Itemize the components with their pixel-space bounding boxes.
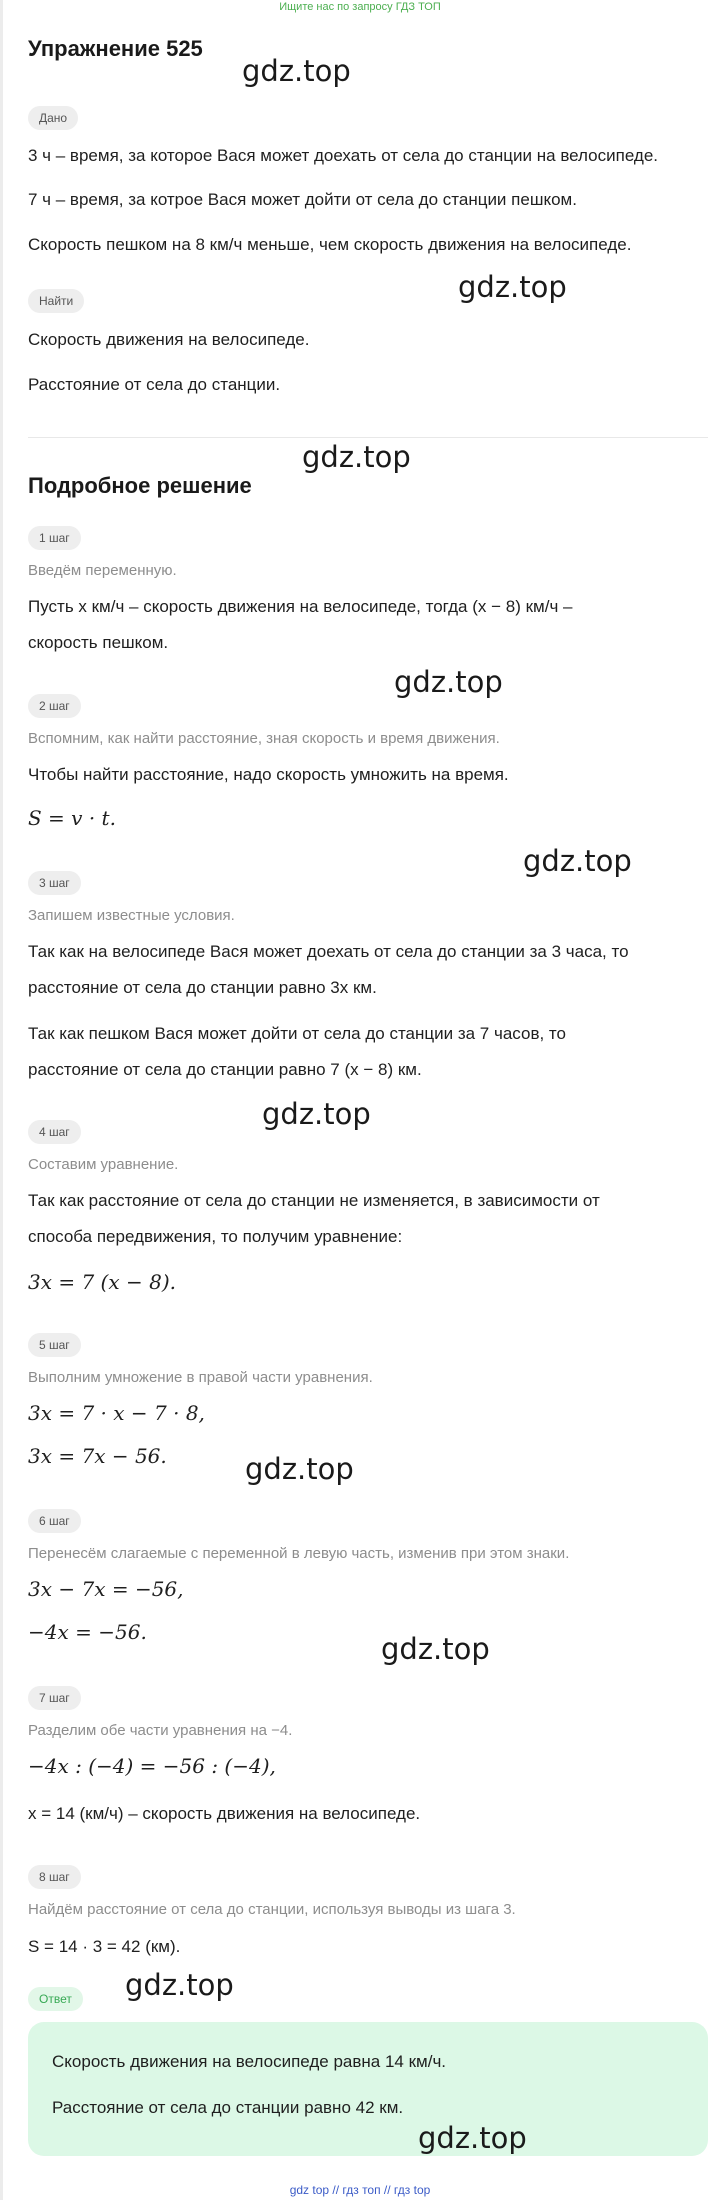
watermark: gdz.top bbox=[242, 54, 351, 88]
watermark: gdz.top bbox=[245, 1452, 354, 1486]
watermark: gdz.top bbox=[125, 1968, 234, 2002]
step-4-chip: 4 шаг bbox=[28, 1120, 81, 1144]
step-3-line-4: расстояние от села до станции равно 7 (x − 8) км. bbox=[28, 1060, 422, 1079]
step-2-line-1: Чтобы найти расстояние, надо скорость умножить на время. bbox=[28, 765, 509, 784]
watermark: gdz.top bbox=[262, 1097, 371, 1131]
step-5-formula-1: 3x = 7 · x − 7 · 8, bbox=[28, 1401, 205, 1425]
given-line-1: 3 ч – время, за которое Вася может доехать от села до станции на велосипеде. bbox=[28, 146, 658, 165]
step-3-chip: 3 шаг bbox=[28, 871, 81, 895]
step-5-hint: Выполним умножение в правой части уравнения. bbox=[28, 1369, 373, 1386]
answer-line-1: Скорость движения на велосипеде равна 14 км/ч. bbox=[52, 2052, 447, 2071]
given-chip: Дано bbox=[28, 106, 78, 130]
step-2-hint: Вспомним, как найти расстояние, зная скорость и время движения. bbox=[28, 730, 500, 747]
given-line-3: Скорость пешком на 8 км/ч меньше, чем скорость движения на велосипеде. bbox=[28, 235, 632, 254]
watermark: gdz.top bbox=[418, 2121, 527, 2155]
step-4-hint: Составим уравнение. bbox=[28, 1156, 179, 1173]
step-8-chip: 8 шаг bbox=[28, 1865, 81, 1889]
step-6-formula-1: 3x − 7x = −56, bbox=[28, 1577, 184, 1601]
find-line-2: Расстояние от села до станции. bbox=[28, 375, 281, 394]
step-1-chip: 1 шаг bbox=[28, 526, 81, 550]
watermark: gdz.top bbox=[523, 844, 632, 878]
section-divider bbox=[28, 437, 708, 438]
step-3-line-1: Так как на велосипеде Вася может доехать от села до станции за 3 часа, то bbox=[28, 942, 629, 961]
step-3-line-3: Так как пешком Вася может дойти от села до станции за 7 часов, то bbox=[28, 1024, 566, 1043]
find-line-1: Скорость движения на велосипеде. bbox=[28, 330, 310, 349]
step-5-chip: 5 шаг bbox=[28, 1333, 81, 1357]
watermark: gdz.top bbox=[302, 440, 411, 474]
step-6-formula-2: −4x = −56. bbox=[28, 1620, 147, 1644]
answer-box bbox=[28, 2022, 708, 2156]
step-7-line-1: x = 14 (км/ч) – скорость движения на велосипеде. bbox=[28, 1804, 421, 1823]
solution-title: Подробное решение bbox=[28, 473, 252, 498]
step-7-formula-1: −4x : (−4) = −56 : (−4), bbox=[28, 1754, 276, 1778]
watermark: gdz.top bbox=[381, 1632, 490, 1666]
exercise-title: Упражнение 525 bbox=[28, 36, 203, 61]
step-4-line-2: способа передвижения, то получим уравнение: bbox=[28, 1227, 403, 1246]
watermark: gdz.top bbox=[458, 270, 567, 304]
find-chip: Найти bbox=[28, 289, 84, 313]
footer-links[interactable]: gdz top // гдз топ // гдз top bbox=[289, 2183, 431, 2197]
step-5-formula-2: 3x = 7x − 56. bbox=[28, 1444, 167, 1468]
step-3-line-2: расстояние от села до станции равно 3x км. bbox=[28, 978, 377, 997]
step-6-chip: 6 шаг bbox=[28, 1509, 81, 1533]
step-3-hint: Запишем известные условия. bbox=[28, 907, 235, 924]
given-line-2: 7 ч – время, за котрое Вася может дойти от села до станции пешком. bbox=[28, 190, 577, 209]
step-8-hint: Найдём расстояние от села до станции, используя выводы из шага 3. bbox=[28, 1901, 516, 1918]
answer-chip: Ответ bbox=[28, 1987, 83, 2011]
step-2-formula-1: S = v · t. bbox=[28, 806, 116, 830]
step-1-line-2: скорость пешком. bbox=[28, 633, 169, 652]
step-4-line-1: Так как расстояние от села до станции не изменяется, в зависимости от bbox=[28, 1191, 600, 1210]
step-1-line-1: Пусть x км/ч – скорость движения на велосипеде, тогда (x − 8) км/ч – bbox=[28, 597, 573, 616]
step-7-hint: Разделим обе части уравнения на −4. bbox=[28, 1722, 293, 1739]
watermark: gdz.top bbox=[394, 665, 503, 699]
step-7-chip: 7 шаг bbox=[28, 1686, 81, 1710]
step-6-hint: Перенесём слагаемые с переменной в левую часть, изменив при этом знаки. bbox=[28, 1545, 570, 1562]
step-2-chip: 2 шаг bbox=[28, 694, 81, 718]
step-1-hint: Введём переменную. bbox=[28, 562, 177, 579]
search-banner[interactable]: Ищите нас по запросу ГДЗ ТОП bbox=[279, 1, 441, 13]
answer-line-2: Расстояние от села до станции равно 42 км. bbox=[52, 2098, 404, 2117]
step-8-line-1: S = 14 · 3 = 42 (км). bbox=[28, 1937, 181, 1956]
left-border bbox=[0, 0, 3, 2200]
step-4-formula-1: 3x = 7 (x − 8). bbox=[28, 1270, 176, 1294]
